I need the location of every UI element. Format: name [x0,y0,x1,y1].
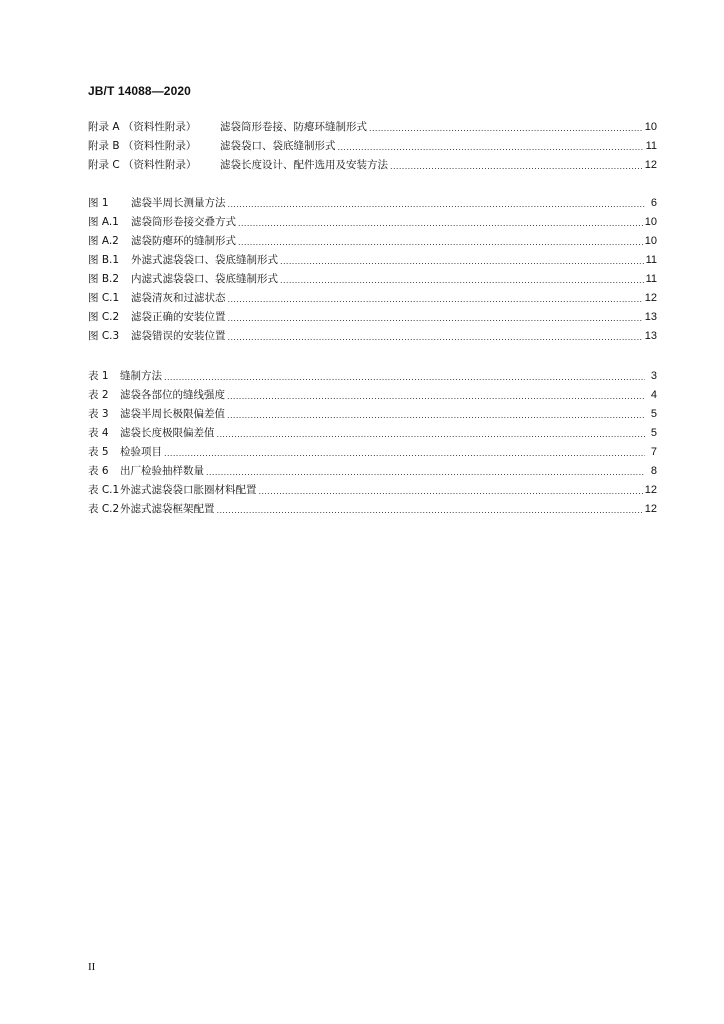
toc-entry[interactable] [88,482,657,501]
toc-entry-number: 图 A.2 [88,235,119,247]
toc-entry[interactable] [88,501,657,520]
toc-entry[interactable] [88,119,657,138]
toc-entry-number: 图 B.2 [88,273,120,285]
toc-table-list [88,368,657,520]
toc-entry-label [88,157,388,172]
toc-entry-page: 10 [644,216,657,228]
dot-leader [228,331,643,343]
toc-entry-title: 出厂检验抽样数量 [120,465,204,477]
toc-entry-label [88,290,226,305]
toc-entry-title: 滤袋筒形卷接交叠方式 [131,216,236,228]
toc-entry-title: 外滤式滤袋袋口、袋底缝制形式 [131,254,278,266]
toc-entry-label [88,309,226,324]
toc-entry-title: 外滤式滤袋框架配置 [120,503,215,515]
dot-leader [228,293,643,305]
toc-entry[interactable] [88,290,657,309]
toc-entry[interactable] [88,387,657,406]
toc-entry-page: 11 [645,273,657,285]
dot-leader [228,312,643,324]
dot-leader [280,274,644,286]
toc-entry-label [88,214,236,229]
toc-entry[interactable] [88,233,657,252]
toc-annex-list [88,119,657,176]
toc-entry-title: 滤袋各部位的缝线强度 [120,389,225,401]
toc-entry-label [88,195,226,210]
toc-entry[interactable] [88,368,657,387]
toc-figure-list [88,195,657,347]
toc-entry-page: 4 [650,389,657,401]
toc-entry-page: 7 [650,446,657,458]
toc-entry-title: 滤袋防瘪环的缝制形式 [131,235,236,247]
toc-entry[interactable] [88,195,657,214]
toc-entry-title: 滤袋半周长极限偏差值 [120,408,225,420]
toc-entry[interactable] [88,444,657,463]
dot-leader [217,428,646,440]
toc-entry-title: 滤袋错误的安装位置 [131,330,226,342]
dot-leader [238,236,643,248]
toc-entry-label [88,406,225,421]
dot-leader [164,371,645,383]
dot-leader [369,122,643,134]
toc-entry-number: 图 C.1 [88,292,120,304]
toc-entry-number: 表 5 [88,446,109,458]
toc-entry-title: 滤袋长度设计、配件选用及安装方法 [220,159,388,171]
toc-entry-number: 附录 B （资料性附录） [88,140,197,152]
toc-entry-page: 11 [645,254,657,266]
toc-entry[interactable] [88,157,657,176]
dot-leader [227,390,645,402]
toc-entry-page: 10 [644,121,657,133]
dot-leader [238,217,643,229]
toc-entry-number: 附录 C （资料性附录） [88,159,197,171]
toc-entry-label [88,482,257,497]
toc-entry[interactable] [88,271,657,290]
toc-entry-label [88,233,236,248]
toc-entry-page: 12 [644,159,657,171]
toc-entry-page: 13 [644,330,657,342]
dot-leader [206,466,645,478]
toc-entry-page: 6 [650,197,657,209]
toc-entry-title: 滤袋长度极限偏差值 [120,427,215,439]
dot-leader [217,504,643,516]
toc-entry-label [88,138,336,153]
toc-entry-number: 表 C.2 [88,503,120,515]
toc-entry-page: 10 [644,235,657,247]
toc-entry[interactable] [88,309,657,328]
toc-entry-number: 表 2 [88,389,109,401]
toc-entry-title: 检验项目 [120,446,162,458]
toc-entry[interactable] [88,214,657,233]
toc-entry-label [88,463,204,478]
toc-entry-label [88,328,226,343]
toc-entry-page: 12 [644,484,657,496]
toc-entry-page: 5 [650,427,657,439]
toc-entry-number: 图 C.3 [88,330,120,342]
toc-entry-label [88,444,162,459]
toc-entry-title: 缝制方法 [120,370,162,382]
toc-entry-number: 表 6 [88,465,109,477]
page-number: II [88,961,96,973]
toc-entry-number: 表 1 [88,370,109,382]
toc-entry-label [88,368,162,383]
dot-leader [338,141,644,153]
dot-leader [280,255,644,267]
toc-entry[interactable] [88,425,657,444]
toc-entry-title: 滤袋半周长测量方法 [131,197,226,209]
toc-entry-title: 滤袋清灰和过滤状态 [131,292,226,304]
dot-leader [390,160,643,172]
toc-entry-title: 滤袋袋口、袋底缝制形式 [220,140,336,152]
toc-entry-page: 12 [644,503,657,515]
toc-entry-number: 图 1 [88,197,109,209]
toc-entry-number: 图 A.1 [88,216,119,228]
toc-entry-page: 5 [650,408,657,420]
toc-entry-title: 滤袋正确的安装位置 [131,311,226,323]
toc-entry-number: 附录 A （资料性附录） [88,121,197,133]
toc-entry-number: 图 C.2 [88,311,120,323]
toc-entry-label [88,252,278,267]
dot-leader [228,198,646,210]
toc-entry-page: 11 [645,140,657,152]
toc-entry-number: 图 B.1 [88,254,120,266]
toc-entry-label [88,271,278,286]
toc-entry-page: 12 [644,292,657,304]
toc-entry[interactable] [88,138,657,157]
document-code: JB/T 14088—2020 [88,84,191,98]
toc-entry-label [88,501,215,516]
toc-entry-page: 13 [644,311,657,323]
toc-entry-page: 8 [650,465,657,477]
dot-leader [164,447,645,459]
toc-entry[interactable] [88,463,657,482]
dot-leader [259,485,643,497]
toc-entry-label [88,425,215,440]
toc-entry-number: 表 C.1 [88,484,120,496]
toc-entry-title: 内滤式滤袋袋口、袋底缝制形式 [131,273,278,285]
toc-entry[interactable] [88,252,657,271]
toc-entry-page: 3 [650,370,657,382]
toc-entry-title: 外滤式滤袋袋口胀圈材料配置 [120,484,257,496]
toc-entry-number: 表 4 [88,427,109,439]
toc-entry-number: 表 3 [88,408,109,420]
toc-entry[interactable] [88,328,657,347]
toc-entry-label [88,387,225,402]
dot-leader [227,409,645,421]
toc-entry-title: 滤袋筒形卷接、防瘪环缝制形式 [220,121,367,133]
toc-entry[interactable] [88,406,657,425]
toc-entry-label [88,119,367,134]
